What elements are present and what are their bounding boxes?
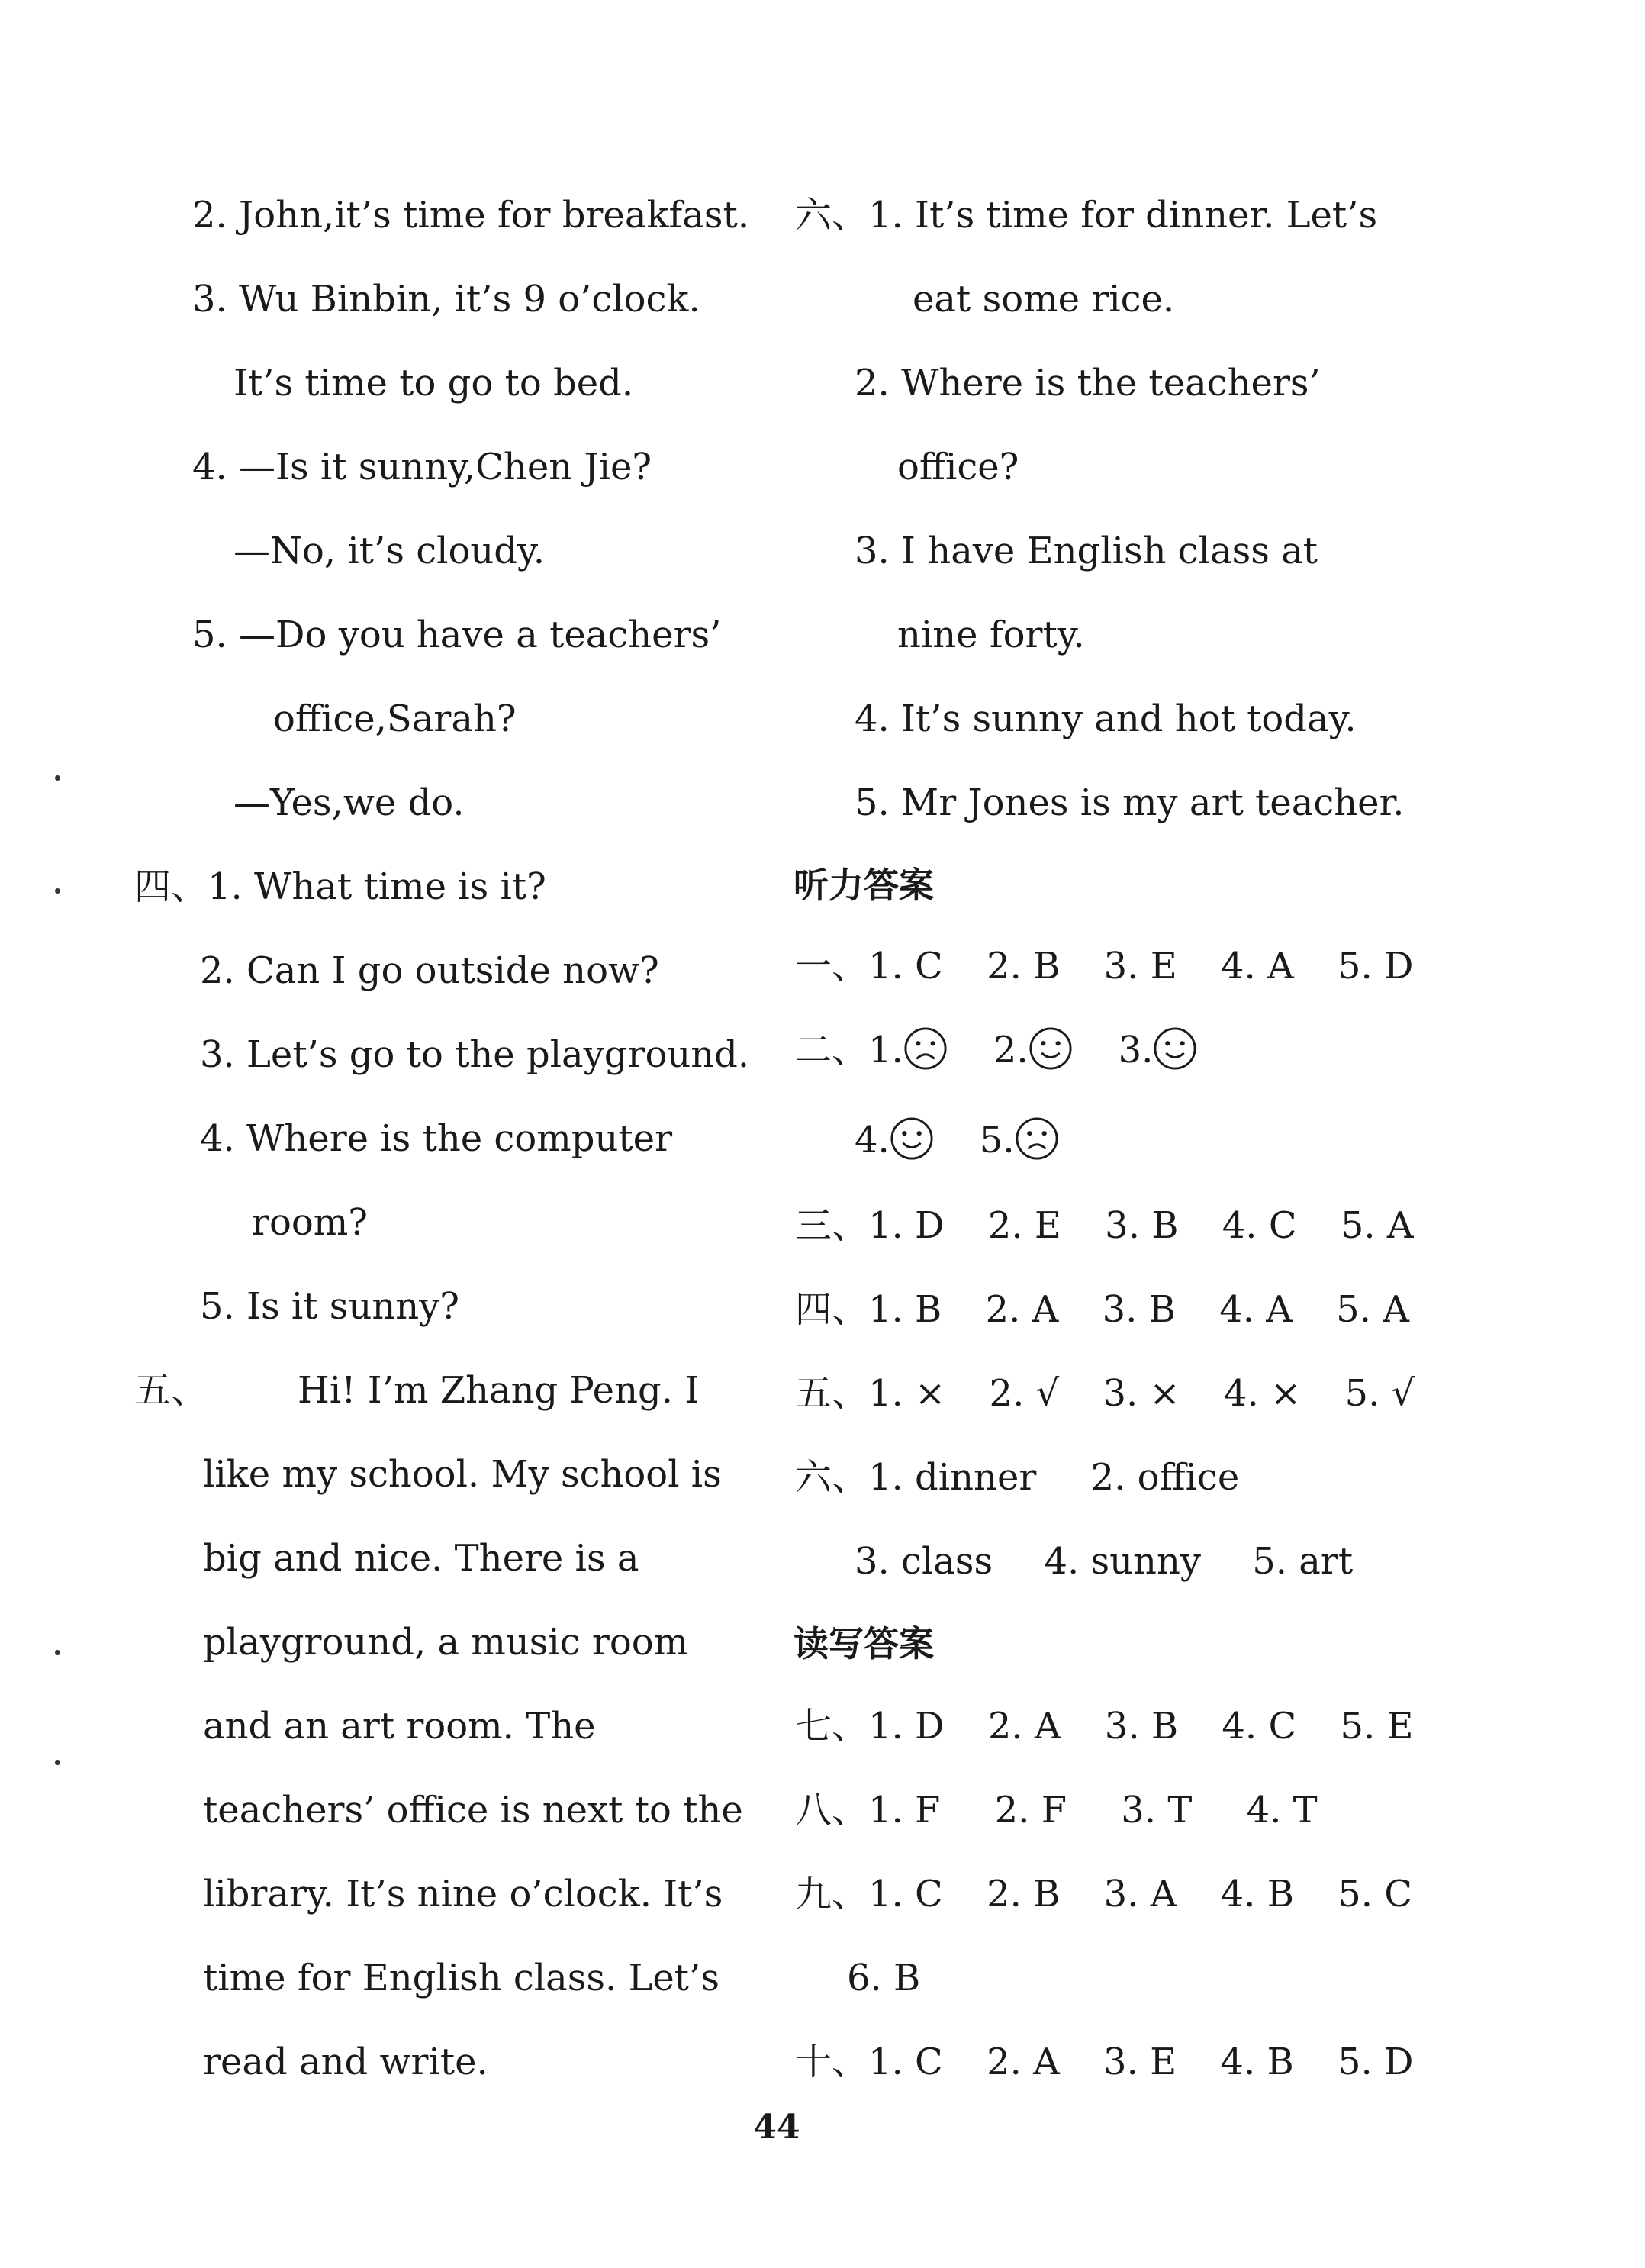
answer-item: 5. D xyxy=(1338,2041,1414,2083)
answer-item: 4. B xyxy=(1220,2041,1294,2083)
left-line-6: 5. —Do you have a teachers’ xyxy=(192,614,722,656)
section6-line-6: nine forty. xyxy=(897,614,1085,656)
reading-heading: 读写答案 xyxy=(794,1623,934,1664)
section5-line-6: teachers’ office is next to the xyxy=(203,1789,743,1831)
sad-face-icon xyxy=(1015,1116,1059,1161)
section5-line-7: library. It’s nine o’clock. It’s xyxy=(203,1873,723,1915)
answer-item: 5. D xyxy=(1338,945,1414,987)
listening-row-7 xyxy=(795,1455,1271,1500)
section5-line-9: read and write. xyxy=(203,2041,488,2083)
left-line-1: 2. John,it’s time for breakfast. xyxy=(192,194,750,237)
answer-item: 3. class xyxy=(855,1540,993,1583)
answer-item: 2. B xyxy=(987,1873,1061,1915)
answer-item: 4. C xyxy=(1222,1705,1297,1748)
answer-item: 3. B xyxy=(1104,1705,1179,1748)
left-line-4: 4. —Is it sunny,Chen Jie? xyxy=(192,446,652,488)
answer-item: 5. C xyxy=(1338,1873,1413,1915)
happy-face-icon xyxy=(1153,1026,1197,1071)
answer-item: 六、1. dinner xyxy=(795,1456,1037,1499)
section5-line-1: Hi! I’m Zhang Peng. I xyxy=(298,1369,700,1412)
left-line-12: 4. Where is the computer xyxy=(200,1117,673,1160)
answer-item: 2. A xyxy=(987,1705,1061,1748)
answer-item: 2. A xyxy=(985,1288,1059,1331)
answer-item: 2. office xyxy=(1090,1456,1240,1499)
page-number: 44 xyxy=(753,2108,800,2147)
section5-line-5: and an art room. The xyxy=(203,1705,596,1748)
answer-item: 4. A xyxy=(1219,1288,1292,1331)
reading-row-2 xyxy=(795,1787,1350,1833)
listening-heading: 听力答案 xyxy=(794,865,934,906)
answer-number: 4. xyxy=(855,1119,890,1161)
answer-item: 4. sunny xyxy=(1044,1540,1201,1583)
answer-item: 九、1. C xyxy=(795,1873,943,1915)
answer-number: 5. xyxy=(979,1119,1015,1161)
reading-row-5 xyxy=(795,2039,1446,2085)
happy-face-icon xyxy=(1029,1026,1073,1071)
listening-row-6 xyxy=(795,1371,1447,1416)
listening-row-2 xyxy=(795,1027,1243,1073)
section5-label: 五、 xyxy=(134,1369,208,1412)
answer-number: 3. xyxy=(1118,1029,1154,1071)
section5-line-2: like my school. My school is xyxy=(203,1453,722,1496)
answer-number: 2. xyxy=(993,1029,1029,1071)
face-answer xyxy=(980,1117,1059,1165)
row-label: 二、 xyxy=(795,1029,869,1071)
listening-row-8 xyxy=(855,1538,1385,1584)
answer-item: 2. √ xyxy=(989,1372,1060,1415)
answer-item: 八、1. F xyxy=(795,1789,941,1831)
left-line-5: —No, it’s cloudy. xyxy=(233,530,545,572)
face-answer xyxy=(855,1117,934,1165)
section5-line-3: big and nice. There is a xyxy=(203,1537,639,1580)
section6-line-2: eat some rice. xyxy=(913,278,1175,321)
left-line-10: 2. Can I go outside now? xyxy=(200,949,659,992)
left-line-14: 5. Is it sunny? xyxy=(200,1285,460,1328)
answer-item: 四、1. B xyxy=(795,1288,942,1331)
section6-line-7: 4. It’s sunny and hot today. xyxy=(855,697,1357,740)
section5-line-8: time for English class. Let’s xyxy=(203,1957,719,1999)
listening-row-4 xyxy=(795,1203,1446,1248)
section6-line-4: office? xyxy=(897,446,1019,488)
answer-item: 5. art xyxy=(1252,1540,1354,1583)
answer-item: 3. T xyxy=(1121,1789,1193,1831)
answer-item: 4. C xyxy=(1222,1204,1297,1247)
answer-item: 5. E xyxy=(1340,1705,1414,1748)
face-answer xyxy=(993,1027,1073,1075)
answer-item: 5. √ xyxy=(1344,1372,1415,1415)
margin-dot xyxy=(55,888,60,894)
answer-item: 一、1. C xyxy=(795,945,943,987)
answer-item: 3. B xyxy=(1102,1288,1176,1331)
answer-item: 3. × xyxy=(1103,1372,1180,1415)
left-line-11: 3. Let’s go to the playground. xyxy=(200,1033,750,1076)
answer-item: 2. A xyxy=(987,2041,1060,2083)
listening-row-1 xyxy=(795,943,1446,989)
answer-item: 4. B xyxy=(1220,1873,1294,1915)
answer-item: 4. × xyxy=(1224,1372,1302,1415)
answer-item: 3. B xyxy=(1105,1204,1179,1247)
answer-item: 三、1. D xyxy=(795,1204,945,1247)
answer-item: 4. A xyxy=(1221,945,1294,987)
answer-item: 4. T xyxy=(1246,1789,1318,1831)
answer-item: 2. F xyxy=(994,1789,1067,1831)
section6-line-1: 六、1. It’s time for dinner. Let’s xyxy=(795,194,1378,237)
answer-item: 七、1. D xyxy=(795,1705,945,1748)
reading-row-4 xyxy=(847,1955,952,2001)
answer-item: 五、1. × xyxy=(795,1372,946,1415)
left-line-8: —Yes,we do. xyxy=(233,781,465,824)
answer-item: 十、1. C xyxy=(795,2041,943,2083)
left-line-3: It’s time to go to bed. xyxy=(233,362,634,404)
answer-item: 3. A xyxy=(1103,1873,1177,1915)
section6-line-8: 5. Mr Jones is my art teacher. xyxy=(855,781,1405,824)
answer-item: 5. A xyxy=(1336,1288,1409,1331)
left-line-7: office,Sarah? xyxy=(273,697,517,740)
answer-number: 1. xyxy=(868,1029,903,1071)
left-line-2: 3. Wu Binbin, it’s 9 o’clock. xyxy=(192,278,700,321)
left-line-9: 四、1. What time is it? xyxy=(134,865,546,908)
sad-face-icon xyxy=(903,1026,948,1071)
section6-line-3: 2. Where is the teachers’ xyxy=(855,362,1321,404)
listening-row-3 xyxy=(855,1117,1105,1163)
answer-item: 2. E xyxy=(987,1204,1061,1247)
margin-dot xyxy=(55,1760,60,1765)
reading-row-3 xyxy=(795,1871,1444,1917)
margin-dot xyxy=(55,1650,60,1655)
happy-face-icon xyxy=(890,1116,934,1161)
reading-row-1 xyxy=(795,1703,1446,1749)
answer-item: 5. A xyxy=(1340,1204,1414,1247)
face-answer xyxy=(868,1027,948,1075)
section5-line-4: playground, a music room xyxy=(203,1621,689,1664)
face-answer xyxy=(1119,1027,1198,1075)
section6-line-5: 3. I have English class at xyxy=(855,530,1318,572)
margin-dot xyxy=(55,775,60,781)
listening-row-5 xyxy=(795,1287,1441,1332)
answer-item: 6. B xyxy=(847,1957,921,1999)
answer-item: 3. E xyxy=(1103,2041,1177,2083)
answer-item: 3. E xyxy=(1103,945,1177,987)
left-line-13: room? xyxy=(252,1201,368,1244)
answer-item: 2. B xyxy=(987,945,1061,987)
